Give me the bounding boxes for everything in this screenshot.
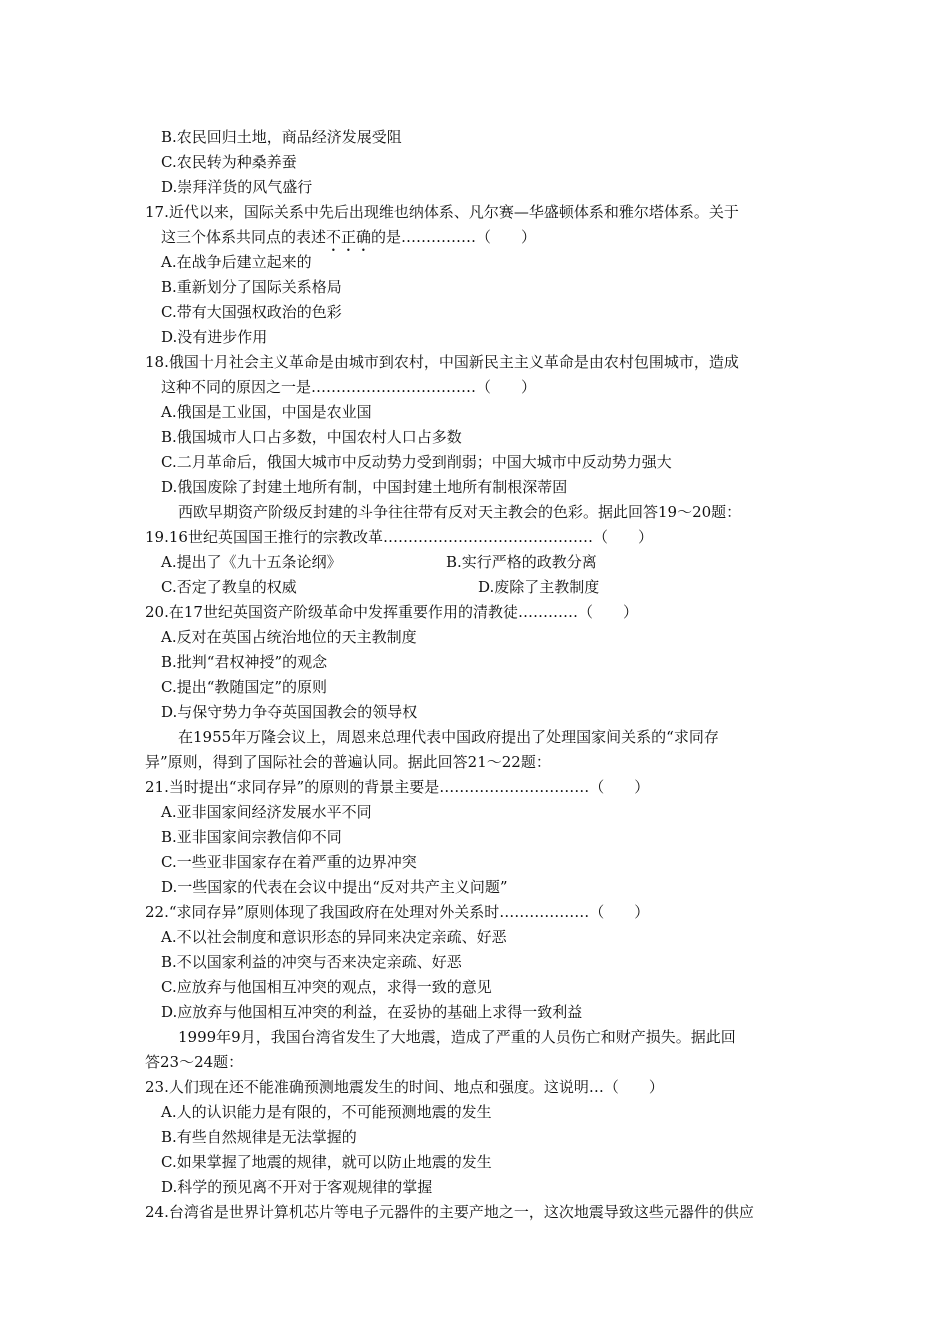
q23-option-a: A.人的认识能力是有限的，不可能预测地震的发生 bbox=[161, 1103, 492, 1121]
q20-option-c: C.提出“教随国定”的原则 bbox=[161, 678, 328, 696]
passage-19-20: 西欧早期资产阶级反封建的斗争往往带有反对天主教会的色彩。据此回答19～20题： bbox=[178, 503, 742, 521]
q19-option-b: B.实行严格的政教分离 bbox=[446, 553, 597, 571]
q22-stem: 22.“求同存异”原则体现了我国政府在处理对外关系时………………（ ） bbox=[145, 903, 650, 921]
q18-option-a: A.俄国是工业国，中国是农业国 bbox=[161, 403, 372, 421]
q18-stem-cont: 这种不同的原因之一是……………………………（ ） bbox=[161, 378, 537, 396]
q19-option-a: A.提出了《九十五条论纲》 bbox=[161, 553, 342, 571]
q21-option-d: D.一些国家的代表在会议中提出“反对共产主义问题” bbox=[161, 878, 508, 896]
q23-option-c: C.如果掌握了地震的规律，就可以防止地震的发生 bbox=[161, 1153, 492, 1171]
q23-option-d: D.科学的预见离不开对于客观规律的掌握 bbox=[161, 1178, 433, 1196]
q16-option-c: C.农民转为种桑养蚕 bbox=[161, 153, 297, 171]
q22-option-b: B.不以国家利益的冲突与否来决定亲疏、好恶 bbox=[161, 953, 462, 971]
q24-stem: 24.台湾省是世界计算机芯片等电子元器件的主要产地之一，这次地震导致这些元器件的供应 bbox=[145, 1203, 754, 1221]
q18-option-c: C.二月革命后，俄国大城市中反动势力受到削弱；中国大城市中反动势力强大 bbox=[161, 453, 672, 471]
q20-option-d: D.与保守势力争夺英国国教会的领导权 bbox=[161, 703, 418, 721]
q20-option-b: B.批判“君权神授”的观念 bbox=[161, 653, 328, 671]
q21-option-b: B.亚非国家间宗教信仰不同 bbox=[161, 828, 342, 846]
q21-option-c: C.一些亚非国家存在着严重的边界冲突 bbox=[161, 853, 417, 871]
q22-option-a: A.不以社会制度和意识形态的异同来决定亲疏、好恶 bbox=[161, 928, 507, 946]
q20-option-a: A.反对在英国占统治地位的天主教制度 bbox=[161, 628, 417, 646]
q17-stem: 17.近代以来，国际关系中先后出现维也纳体系、凡尔赛—华盛顿体系和雅尔塔体系。关于 bbox=[145, 203, 739, 221]
q19-option-d: D.废除了主教制度 bbox=[478, 578, 600, 596]
q23-option-b: B.有些自然规律是无法掌握的 bbox=[161, 1128, 357, 1146]
q18-stem: 18.俄国十月社会主义革命是由城市到农村，中国新民主主义革命是由农村包围城市，造成 bbox=[145, 353, 739, 371]
q17-option-c: C.带有大国强权政治的色彩 bbox=[161, 303, 342, 321]
passage-21-22-cont: 异”原则，得到了国际社会的普遍认同。据此回答21～22题： bbox=[145, 753, 551, 771]
q20-stem: 20.在17世纪英国资产阶级革命中发挥重要作用的清教徒…………（ ） bbox=[145, 603, 638, 621]
q17-option-a: A.在战争后建立起来的 bbox=[161, 253, 312, 271]
q17-option-d: D.没有进步作用 bbox=[161, 328, 268, 346]
q18-option-d: D.俄国废除了封建土地所有制，中国封建土地所有制根深蒂固 bbox=[161, 478, 568, 496]
passage-21-22: 在1955年万隆会议上，周恩来总理代表中国政府提出了处理国家间关系的“求同存 bbox=[178, 728, 719, 746]
q21-stem: 21.当时提出“求同存异”的原则的背景主要是…………………………（ ） bbox=[145, 778, 650, 796]
q17-stem-cont: 这三个体系共同点的表述不正确的是……………（ ） bbox=[161, 228, 537, 246]
emphasis-text: 不正确 bbox=[326, 228, 372, 246]
q22-option-d: D.应放弃与他国相互冲突的利益，在妥协的基础上求得一致利益 bbox=[161, 1003, 583, 1021]
passage-23-24-cont: 答23～24题： bbox=[145, 1053, 244, 1071]
q21-option-a: A.亚非国家间经济发展水平不同 bbox=[161, 803, 372, 821]
passage-23-24: 1999年9月，我国台湾省发生了大地震，造成了严重的人员伤亡和财产损失。据此回 bbox=[178, 1028, 736, 1046]
q16-option-d: D.崇拜洋货的风气盛行 bbox=[161, 178, 313, 196]
q19-option-c: C.否定了教皇的权威 bbox=[161, 578, 297, 596]
q22-option-c: C.应放弃与他国相互冲突的观点，求得一致的意见 bbox=[161, 978, 492, 996]
q16-option-b: B.农民回归土地，商品经济发展受阻 bbox=[161, 128, 402, 146]
q23-stem: 23.人们现在还不能准确预测地震发生的时间、地点和强度。这说明…（ ） bbox=[145, 1078, 664, 1096]
q18-option-b: B.俄国城市人口占多数，中国农村人口占多数 bbox=[161, 428, 462, 446]
q19-stem: 19.16世纪英国国王推行的宗教改革……………………………………（ ） bbox=[145, 528, 653, 546]
q17-option-b: B.重新划分了国际关系格局 bbox=[161, 278, 342, 296]
